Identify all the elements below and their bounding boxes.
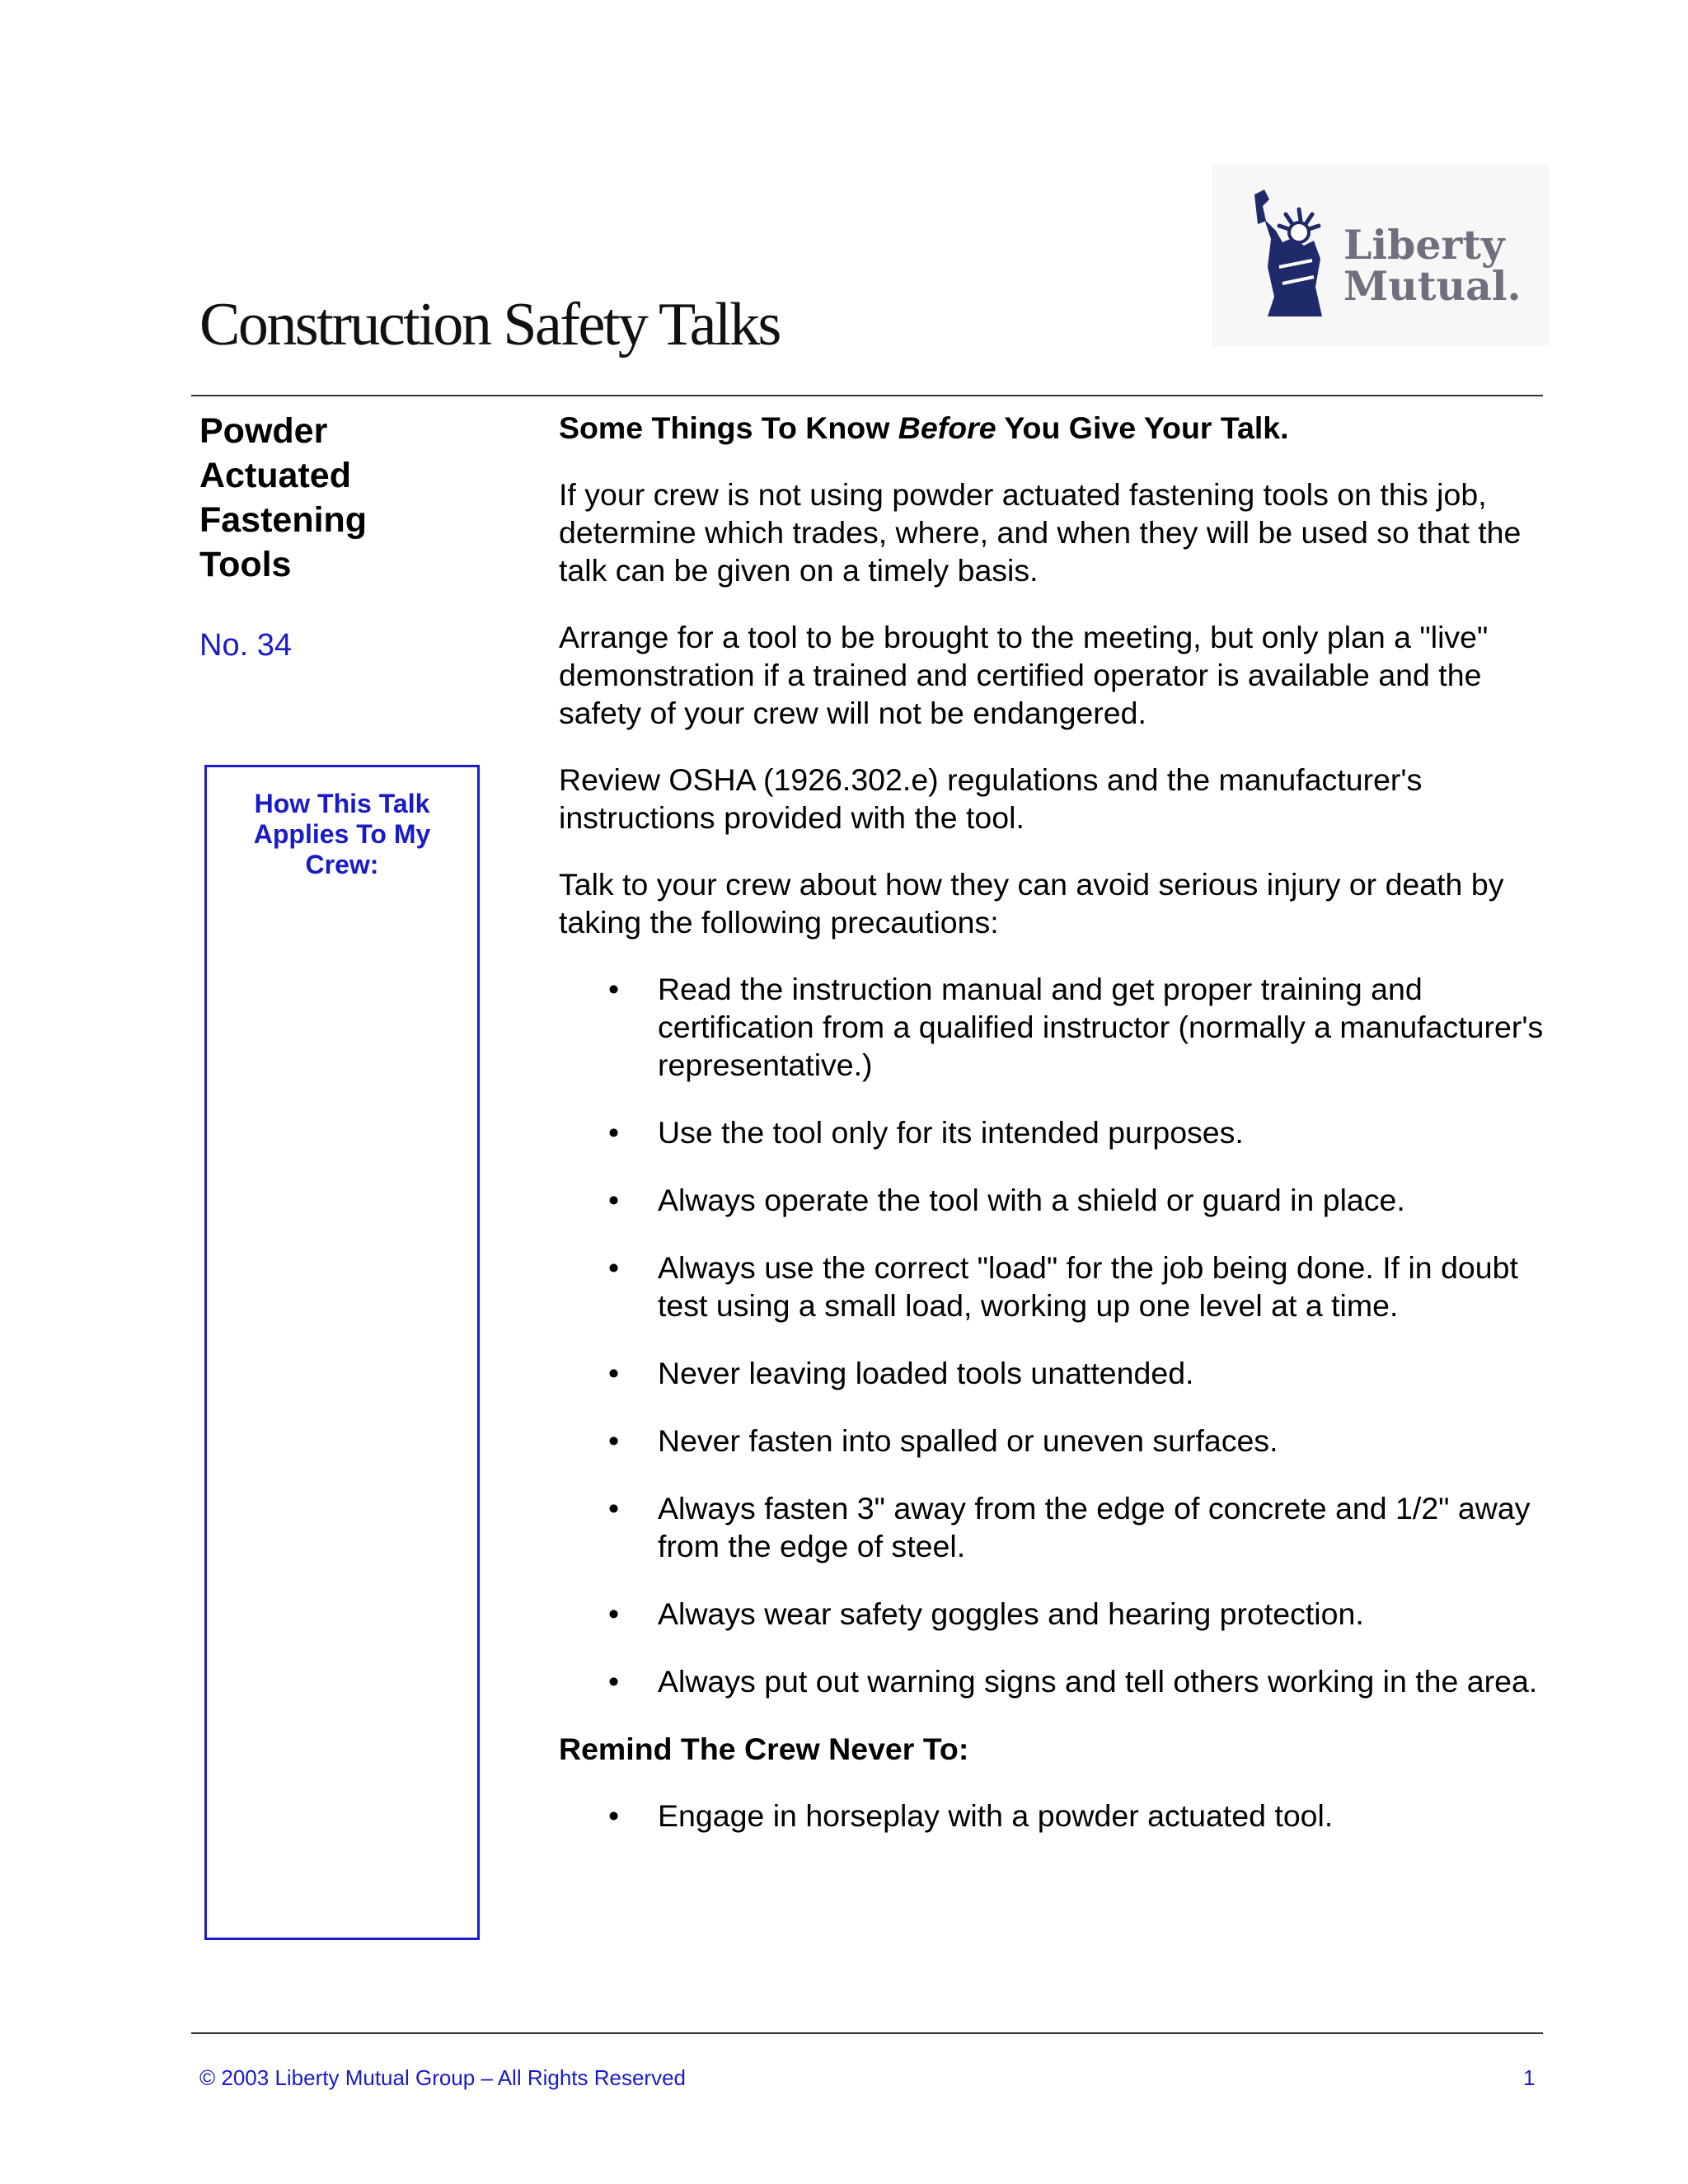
bullet-icon: •: [608, 1798, 620, 1833]
bullet-icon: •: [608, 1356, 620, 1390]
crew-notes-box: [204, 765, 480, 1940]
logo-text-line2: Mutual.: [1343, 262, 1522, 310]
paragraph: Talk to your crew about how they can avoid serious injury or death by taking the following precautions:: [559, 867, 1504, 940]
bullet-icon: •: [608, 1596, 620, 1631]
bullet-icon: •: [608, 1491, 620, 1526]
list-item: [559, 1113, 1548, 1151]
bullet-icon: •: [608, 1423, 620, 1458]
list-item-text: Always operate the tool with a shield or guard in place.: [658, 1183, 1405, 1217]
list-item: [559, 1422, 1548, 1460]
list-item-text: Always fasten 3" away from the edge of concrete and 1/2" away from the edge of steel.: [658, 1491, 1531, 1563]
list-item-text: Always use the correct "load" for the job being done. If in doubt test using a small load, working up one level at a time.: [658, 1250, 1518, 1323]
topic-line: Actuated: [199, 456, 351, 495]
talk-number: No. 34: [199, 628, 292, 663]
liberty-mutual-logo: [1212, 165, 1550, 346]
bullet-icon: •: [608, 1250, 620, 1285]
footer-copyright: © 2003 Liberty Mutual Group – All Rights Reserved: [199, 2065, 687, 2090]
list-item-text: Engage in horseplay with a powder actuated tool.: [658, 1798, 1334, 1833]
paragraph: Arrange for a tool to be brought to the meeting, but only plan a "live" demonstration if a trained and certified operator is available and the safety of your crew will not be endangered.: [559, 620, 1489, 730]
list-item: [559, 1489, 1548, 1565]
intro-heading-after: You Give Your Talk.: [996, 410, 1289, 445]
intro-heading-emphasis: Before: [898, 410, 996, 445]
remind-heading: Remind The Crew Never To:: [559, 1732, 969, 1766]
paragraph: Review OSHA (1926.302.e) regulations and the manufacturer's instructions provided with the tool.: [559, 762, 1423, 835]
page-number: 1: [1523, 2065, 1536, 2090]
list-item: [559, 1662, 1548, 1700]
logo-text-line1: Liberty: [1343, 221, 1505, 269]
footer-divider: [191, 2032, 1543, 2034]
talk-body: [559, 409, 1548, 1864]
list-item: [559, 1181, 1548, 1219]
topic-line: Tools: [199, 545, 292, 584]
list-item-text: Use the tool only for its intended purposes.: [658, 1115, 1244, 1150]
topic-line: Fastening: [199, 500, 368, 540]
list-item-text: Always wear safety goggles and hearing protection.: [658, 1596, 1364, 1631]
bullet-icon: •: [608, 1664, 620, 1699]
bullet-icon: •: [608, 1183, 620, 1217]
paragraph: If your crew is not using powder actuated fastening tools on this job, determine which trades, where, and when they will be used so that the talk can be given on a timely basis.: [559, 477, 1522, 588]
intro-heading: [559, 409, 1548, 447]
list-item-text: Never leaving loaded tools unattended.: [658, 1356, 1194, 1390]
statue-of-liberty-icon: [1246, 188, 1345, 320]
topic-line: Powder: [199, 411, 328, 451]
page-title: Construction Safety Talks: [199, 291, 780, 359]
list-item: [559, 1249, 1548, 1324]
header-divider: [191, 395, 1543, 396]
intro-heading-before: Some Things To Know: [559, 410, 898, 445]
crew-notes-title: How This Talk Applies To My Crew:: [253, 789, 431, 879]
never-list: [559, 1797, 1548, 1835]
bullet-icon: •: [608, 972, 620, 1006]
talk-topic-title: [199, 409, 447, 587]
list-item-text: Read the instruction manual and get proper training and certification from a qualified instructor (normally a manufacturer's representative.): [658, 972, 1544, 1082]
list-item-text: Never fasten into spalled or uneven surfaces.: [658, 1423, 1278, 1458]
bullet-icon: •: [608, 1115, 620, 1150]
list-item: [559, 1797, 1548, 1835]
list-item: [559, 1354, 1548, 1392]
precautions-list: [559, 970, 1548, 1700]
list-item: [559, 970, 1548, 1084]
list-item-text: Always put out warning signs and tell others working in the area.: [658, 1664, 1538, 1699]
list-item: [559, 1595, 1548, 1633]
